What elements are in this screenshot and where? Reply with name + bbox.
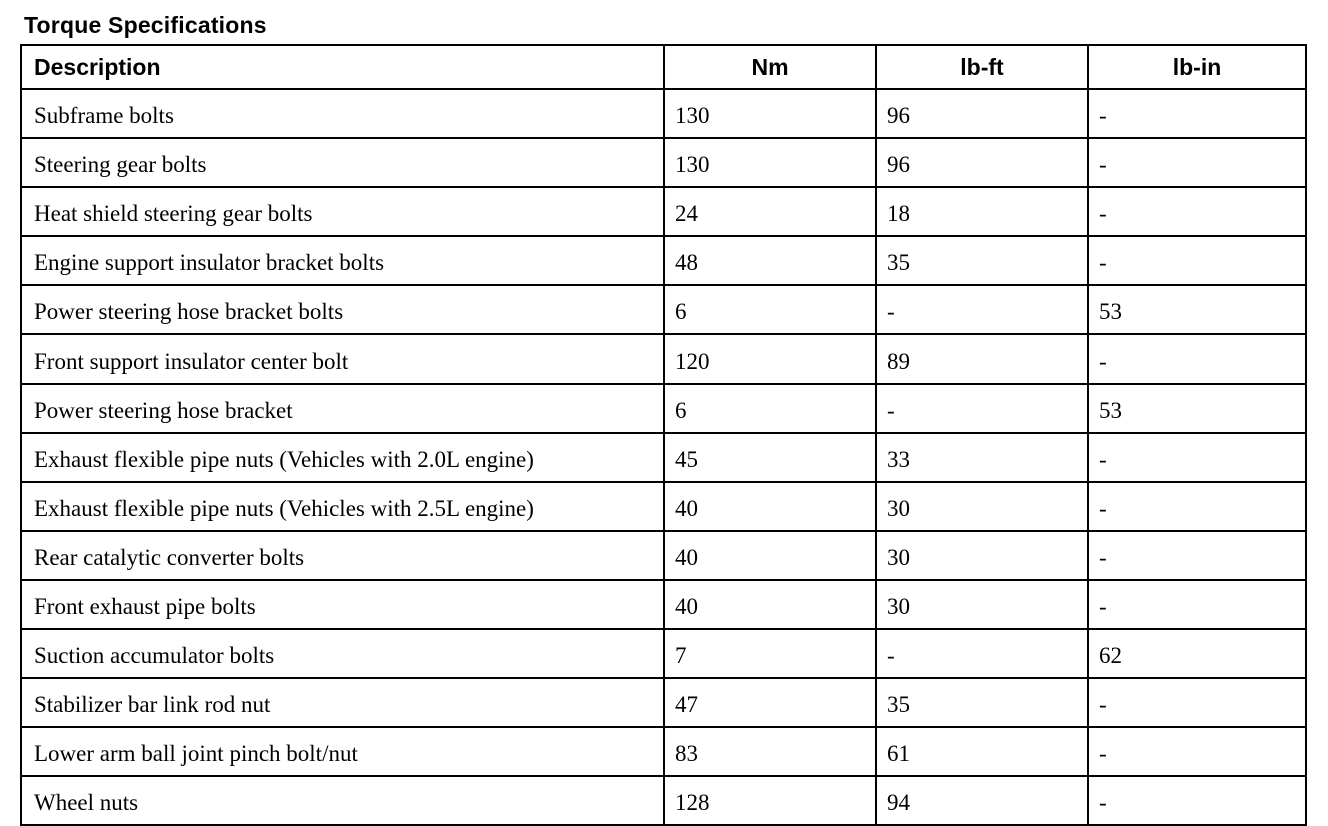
cell-description: Exhaust flexible pipe nuts (Vehicles with 2.0L engine) (21, 433, 664, 482)
cell-lbin: 62 (1088, 629, 1306, 678)
table-row (21, 236, 1306, 285)
cell-lbin: - (1088, 334, 1306, 383)
table-body (21, 89, 1306, 825)
cell-nm: 24 (664, 187, 876, 236)
column-header-description: Description (21, 45, 664, 89)
cell-description: Lower arm ball joint pinch bolt/nut (21, 727, 664, 776)
cell-nm: 130 (664, 138, 876, 187)
cell-lbft: 89 (876, 334, 1088, 383)
table-row (21, 334, 1306, 383)
table-row (21, 727, 1306, 776)
table-row (21, 678, 1306, 727)
cell-nm: 7 (664, 629, 876, 678)
cell-description: Heat shield steering gear bolts (21, 187, 664, 236)
cell-lbin: - (1088, 727, 1306, 776)
cell-lbin: - (1088, 433, 1306, 482)
table-row (21, 433, 1306, 482)
cell-nm: 128 (664, 776, 876, 825)
cell-description: Engine support insulator bracket bolts (21, 236, 664, 285)
cell-lbft: - (876, 285, 1088, 334)
cell-description: Power steering hose bracket bolts (21, 285, 664, 334)
cell-nm: 6 (664, 285, 876, 334)
table-row (21, 531, 1306, 580)
cell-nm: 130 (664, 89, 876, 138)
cell-nm: 45 (664, 433, 876, 482)
page-title: Torque Specifications (24, 12, 267, 38)
column-header-lbin: lb-in (1088, 45, 1306, 89)
cell-nm: 83 (664, 727, 876, 776)
table-row (21, 187, 1306, 236)
cell-lbin: 53 (1088, 384, 1306, 433)
cell-description: Steering gear bolts (21, 138, 664, 187)
cell-lbin: - (1088, 236, 1306, 285)
cell-nm: 120 (664, 334, 876, 383)
cell-lbin: - (1088, 678, 1306, 727)
cell-lbft: 30 (876, 580, 1088, 629)
table-row (21, 482, 1306, 531)
cell-nm: 40 (664, 580, 876, 629)
cell-description: Front support insulator center bolt (21, 334, 664, 383)
table-row (21, 384, 1306, 433)
column-header-nm: Nm (664, 45, 876, 89)
table-header-row (21, 45, 1306, 89)
table-row (21, 629, 1306, 678)
column-header-lbft: lb-ft (876, 45, 1088, 89)
cell-lbin: - (1088, 187, 1306, 236)
table-row (21, 285, 1306, 334)
cell-lbft: - (876, 629, 1088, 678)
cell-lbft: - (876, 384, 1088, 433)
cell-description: Suction accumulator bolts (21, 629, 664, 678)
cell-nm: 40 (664, 482, 876, 531)
cell-lbft: 35 (876, 236, 1088, 285)
cell-lbin: - (1088, 138, 1306, 187)
cell-lbin: - (1088, 482, 1306, 531)
cell-description: Subframe bolts (21, 89, 664, 138)
cell-lbin: - (1088, 776, 1306, 825)
table-row (21, 580, 1306, 629)
cell-description: Wheel nuts (21, 776, 664, 825)
cell-lbft: 35 (876, 678, 1088, 727)
cell-lbft: 96 (876, 138, 1088, 187)
cell-lbft: 61 (876, 727, 1088, 776)
cell-lbin: - (1088, 89, 1306, 138)
cell-description: Stabilizer bar link rod nut (21, 678, 664, 727)
cell-description: Rear catalytic converter bolts (21, 531, 664, 580)
cell-description: Front exhaust pipe bolts (21, 580, 664, 629)
cell-nm: 47 (664, 678, 876, 727)
cell-nm: 48 (664, 236, 876, 285)
cell-lbft: 30 (876, 531, 1088, 580)
cell-lbin: - (1088, 531, 1306, 580)
table-row (21, 138, 1306, 187)
cell-nm: 6 (664, 384, 876, 433)
table-row (21, 89, 1306, 138)
cell-lbft: 94 (876, 776, 1088, 825)
cell-description: Exhaust flexible pipe nuts (Vehicles with 2.5L engine) (21, 482, 664, 531)
cell-description: Power steering hose bracket (21, 384, 664, 433)
cell-nm: 40 (664, 531, 876, 580)
table-row (21, 776, 1306, 825)
cell-lbft: 18 (876, 187, 1088, 236)
cell-lbft: 30 (876, 482, 1088, 531)
cell-lbin: 53 (1088, 285, 1306, 334)
cell-lbft: 96 (876, 89, 1088, 138)
cell-lbft: 33 (876, 433, 1088, 482)
torque-spec-table (20, 44, 1307, 826)
cell-lbin: - (1088, 580, 1306, 629)
